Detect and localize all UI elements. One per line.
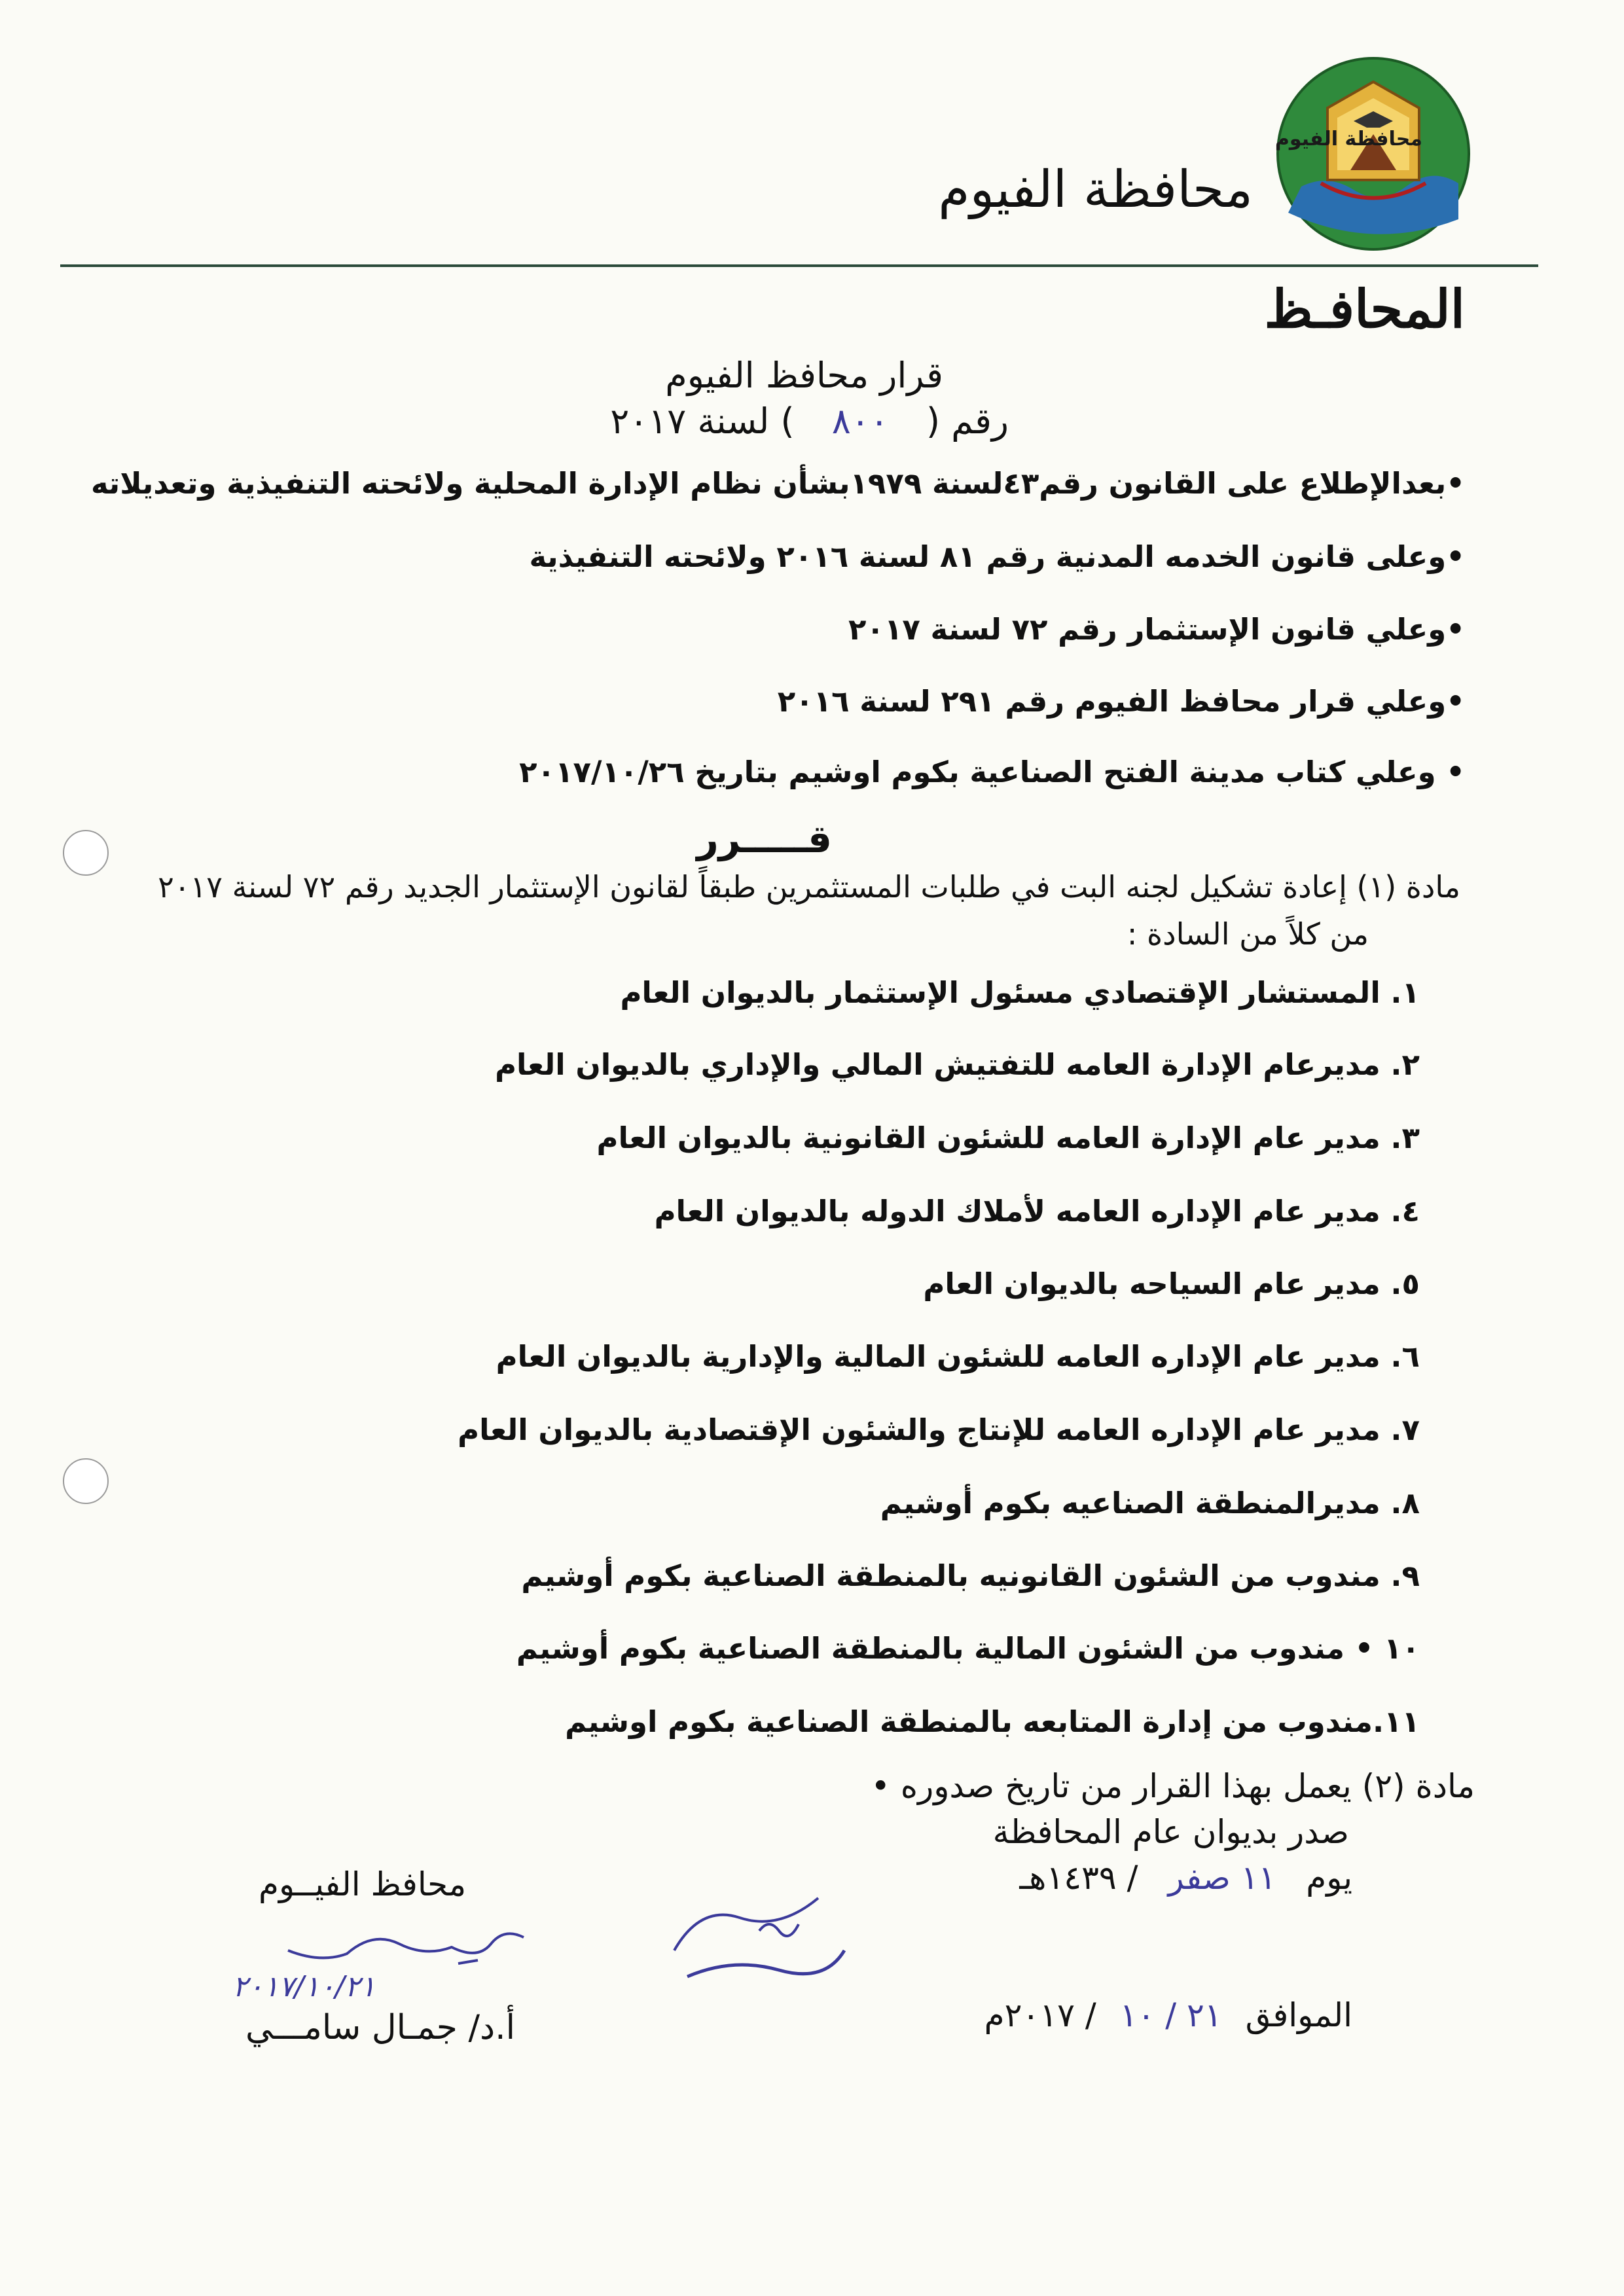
member-5: ٥. مدير عام السياحه بالديوان العام <box>923 1266 1420 1301</box>
punch-hole-top <box>63 830 109 876</box>
member-2: ٢. مديرعام الإدارة العامه للتفتيش المالي والإداري بالديوان العام <box>495 1047 1420 1082</box>
preamble-4: •وعلي قرار محافظ الفيوم رقم ٢٩١ لسنة ٢٠١٦ <box>777 684 1465 719</box>
gregorian-handwritten: ٢١ / ١٠ <box>1119 1996 1222 2034</box>
hijri-date-line <box>1019 1859 1352 1897</box>
punch-hole-bottom <box>63 1458 109 1504</box>
emblem-text: محافظة الفيوم <box>1274 128 1422 151</box>
article-2: مادة (٢) يعمل بهذا القرار من تاريخ صدوره • <box>871 1767 1475 1805</box>
issued-at: صدر بديوان عام المحافظة <box>992 1813 1349 1851</box>
decision-number-suffix: ) لسنة ٢٠١٧ <box>610 401 795 442</box>
decides-heading: قـــــرر <box>696 817 832 861</box>
initials-signature <box>661 1878 851 1996</box>
gregorian-prefix: الموافق <box>1245 1996 1352 2034</box>
governorate-emblem <box>1275 56 1471 252</box>
preamble-1: •بعدالإطلاع على القانون رقم٤٣لسنة ١٩٧٩بشأن نظام الإدارة المحلية ولائحته التنفيذية وتعديلاته <box>91 466 1465 501</box>
decision-number-line <box>610 401 1009 442</box>
gregorian-suffix: / ٢٠١٧م <box>984 1996 1096 2034</box>
member-1: ١. المستشار الإقتصادي مسئول الإستثمار بالديوان العام <box>620 975 1420 1010</box>
member-7: ٧. مدير عام الإداره العامه للإنتاج والشئون الإقتصادية بالديوان العام <box>458 1412 1420 1447</box>
governorate-name: محافظة الفيوم <box>938 160 1253 219</box>
preamble-2: •وعلى قانون الخدمه المدنية رقم ٨١ لسنة ٢٠١٦ ولائحته التنفيذية <box>529 539 1465 574</box>
gregorian-date-line <box>984 1996 1352 2034</box>
hijri-prefix: يوم <box>1306 1859 1352 1897</box>
signer-name: أ.د/ جمـال سامـــي <box>245 2008 516 2047</box>
governor-signature <box>281 1924 530 1977</box>
signature-handwritten-date: ٢٠١٧/١٠/٢١ <box>232 1970 376 2003</box>
member-11: ١١.مندوب من إدارة المتابعه بالمنطقة الصناعية بكوم اوشيم <box>565 1704 1420 1739</box>
hijri-suffix: / ١٤٣٩هـ <box>1019 1859 1138 1897</box>
member-6: ٦. مدير عام الإداره العامه للشئون المالية والإدارية بالديوان العام <box>496 1339 1420 1374</box>
member-10: ١٠ • مندوب من الشئون المالية بالمنطقة الصناعية بكوم أوشيم <box>516 1631 1420 1666</box>
article-1-line-2: من كلاً من السادة : <box>1127 916 1369 952</box>
preamble-3: •وعلي قانون الإستثمار رقم ٧٢ لسنة ٢٠١٧ <box>848 612 1465 647</box>
member-8: ٨. مديرالمنطقة الصناعيه بكوم أوشيم <box>880 1486 1420 1520</box>
member-3: ٣. مدير عام الإدارة العامه للشئون القانونية بالديوان العام <box>596 1121 1420 1155</box>
signer-title: محافظ الفيــوم <box>259 1865 467 1903</box>
decision-number-prefix: رقم ( <box>926 401 1009 442</box>
decision-title: قرار محافظ الفيوم <box>665 355 943 396</box>
member-4: ٤. مدير عام الإداره العامه لأملاك الدوله بالديوان العام <box>654 1194 1420 1229</box>
preamble-5: • وعلي كتاب مدينة الفتح الصناعية بكوم اوشيم بتاريخ ٢٠١٧/١٠/٢٦ <box>519 755 1465 789</box>
header-divider <box>60 264 1538 267</box>
article-1-line-1: مادة (١) إعادة تشكيل لجنه البت في طلبات المستثمرين طبقاً لقانون الإستثمار الجديد رقم ٧٢ لسنة ٢٠١٧ <box>158 869 1460 905</box>
office-title: المحافـظ <box>1264 278 1465 340</box>
hijri-handwritten: ١١ صفر <box>1168 1859 1276 1897</box>
member-9: ٩. مندوب من الشئون القانونيه بالمنطقة الصناعية بكوم أوشيم <box>521 1558 1420 1593</box>
decision-number-handwritten: ٨٠٠ <box>831 401 889 442</box>
